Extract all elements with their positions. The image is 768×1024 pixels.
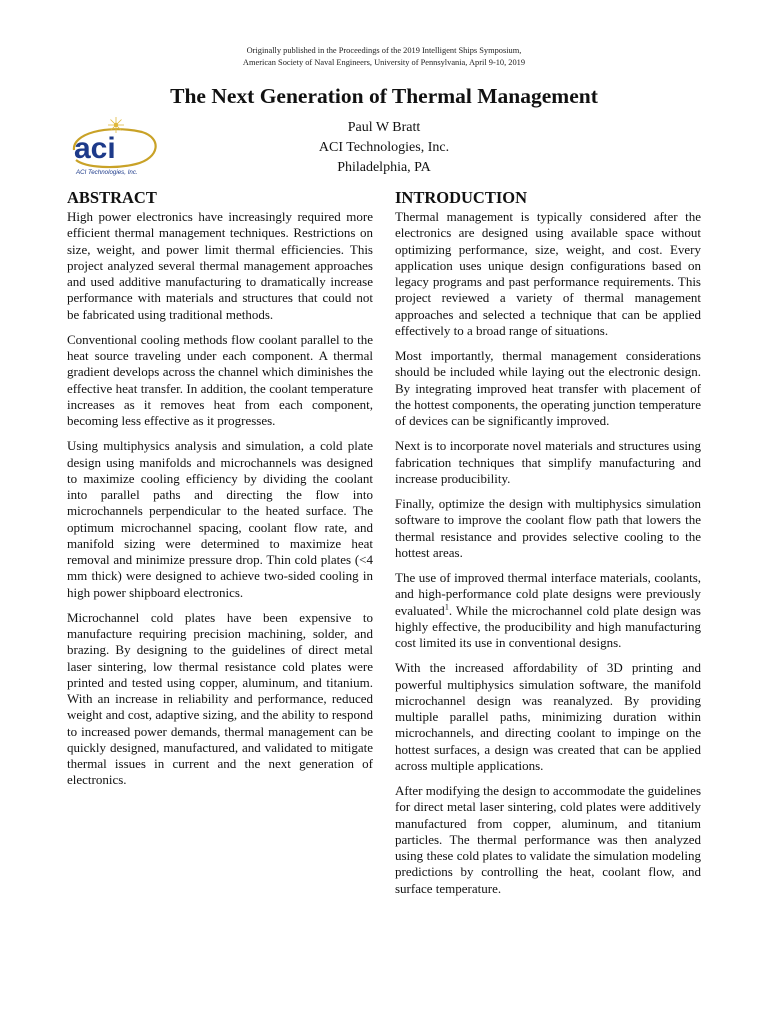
author-location: Philadelphia, PA bbox=[337, 160, 431, 175]
abstract-paragraph: Conventional cooling methods flow coolant parallel to the heat source traveling under each component. A thermal gradient develops across the channel which diminishes the effective heat transfer. In addition, the coolant temperature increases as it removes heat from each component, becoming less effective as it progresses. bbox=[67, 331, 373, 428]
introduction-paragraph bbox=[395, 570, 701, 651]
paper-title: The Next Generation of Thermal Management bbox=[170, 84, 598, 108]
abstract-paragraph: High power electronics have increasingly required more efficient thermal management techniques. Restrictions on size, weight, and power limit thermal efficiencies. This project analyzed several thermal management approaches and used additive manufacturing to dramatically increase performance with materials and structures that could not be fabricated using traditional methods. bbox=[67, 209, 373, 322]
introduction-paragraph: Most importantly, thermal management considerations should be included while laying out the electronic design. By integrating improved heat transfer with placement of the hottest components, the operating junction temperature of devices can be significantly improved. bbox=[395, 348, 701, 428]
introduction-heading: INTRODUCTION bbox=[395, 188, 528, 207]
abstract-paragraph: Using multiphysics analysis and simulation, a cold plate design using manifolds and microchannels was designed to maximize cooling efficiency by dividing the coolant into parallel paths and directing the flow into microchannels perpendicular to the heated surface. The optimum microchannel spacing, coolant flow rate, and manifold sizing were determined to maximize heat removal and minimize pressure drop. Thin cold plates (<4 mm thick) were designed to achieve two-sided cooling in high power shipboard electronics. bbox=[67, 438, 373, 600]
abstract-heading: ABSTRACT bbox=[67, 188, 157, 207]
introduction-paragraph: Thermal management is typically considered after the electronics are designed using available space without optimizing performance, size, weight, and cost. Every application uses unique design configurations based on legacy programs and past performance requirements. This project reviewed a variety of thermal management approaches and selected a technique that can be applied effectively to a broad range of situations. bbox=[395, 209, 701, 338]
introduction-paragraph: Finally, optimize the design with multiphysics simulation software to improve the coolant flow path that lowers the thermal resistance and provides selective cooling to the hottest areas. bbox=[395, 496, 701, 560]
reference-superscript: 1 bbox=[444, 602, 449, 612]
publication-note-line-1: Originally published in the Proceedings of the 2019 Intelligent Ships Symposium, bbox=[246, 46, 522, 55]
author-block bbox=[0, 118, 768, 178]
introduction-column bbox=[395, 188, 701, 906]
publication-note bbox=[0, 45, 768, 69]
introduction-paragraph: With the increased affordability of 3D printing and powerful multiphysics simulation software, the manifold microchannel design was reanalyzed. By providing multiple parallel paths, minimizing duration within microchannels, and directing coolant to impinge on the hottest surfaces, a design was created that can be applied across multiple applications. bbox=[395, 660, 701, 773]
abstract-column bbox=[67, 188, 373, 798]
intro-p5-text: The use of improved thermal interface materials, coolants, and high-performance cold plate designs were previously evaluated bbox=[395, 570, 701, 618]
introduction-paragraph: Next is to incorporate novel materials and structures using fabrication techniques that simplify manufacturing and increase producibility. bbox=[395, 438, 701, 486]
author-organization: ACI Technologies, Inc. bbox=[318, 140, 450, 155]
abstract-paragraph: Microchannel cold plates have been expensive to manufacture requiring precision machining, solder, and brazing. By designing to the guidelines of direct metal laser sintering, low thermal resistance cold plates were printed and tested using copper, aluminum, and titanium. With an increase in reliability and performance, reduced weight and cost, adaptive sizing, and the ability to respond to increased power demands, thermal management can be quickly designed, manufactured, and validated to mitigate thermal issues in current and the next generation of electronics. bbox=[67, 609, 373, 788]
logo-wordmark: aci bbox=[74, 132, 116, 165]
intro-p5-text-cont: . While the microchannel cold plate design was highly effective, the producibility and high manufacturing cost limited its use in conventional designs. bbox=[395, 602, 701, 650]
logo-tagline: ACI Technologies, Inc. bbox=[76, 169, 138, 176]
introduction-paragraph: After modifying the design to accommodate the guidelines for direct metal laser sintering, cold plates were additively manufactured from copper, aluminum, and titanium particles. The thermal performance was then analyzed using these cold plates to validate the simulation modeling predictions by controlling the heat, coolant flow, and surface temperature. bbox=[395, 783, 701, 896]
author-name: Paul W Bratt bbox=[347, 120, 421, 135]
publication-note-line-2: American Society of Naval Engineers, University of Pennsylvania, April 9-10, 2019 bbox=[242, 58, 526, 67]
